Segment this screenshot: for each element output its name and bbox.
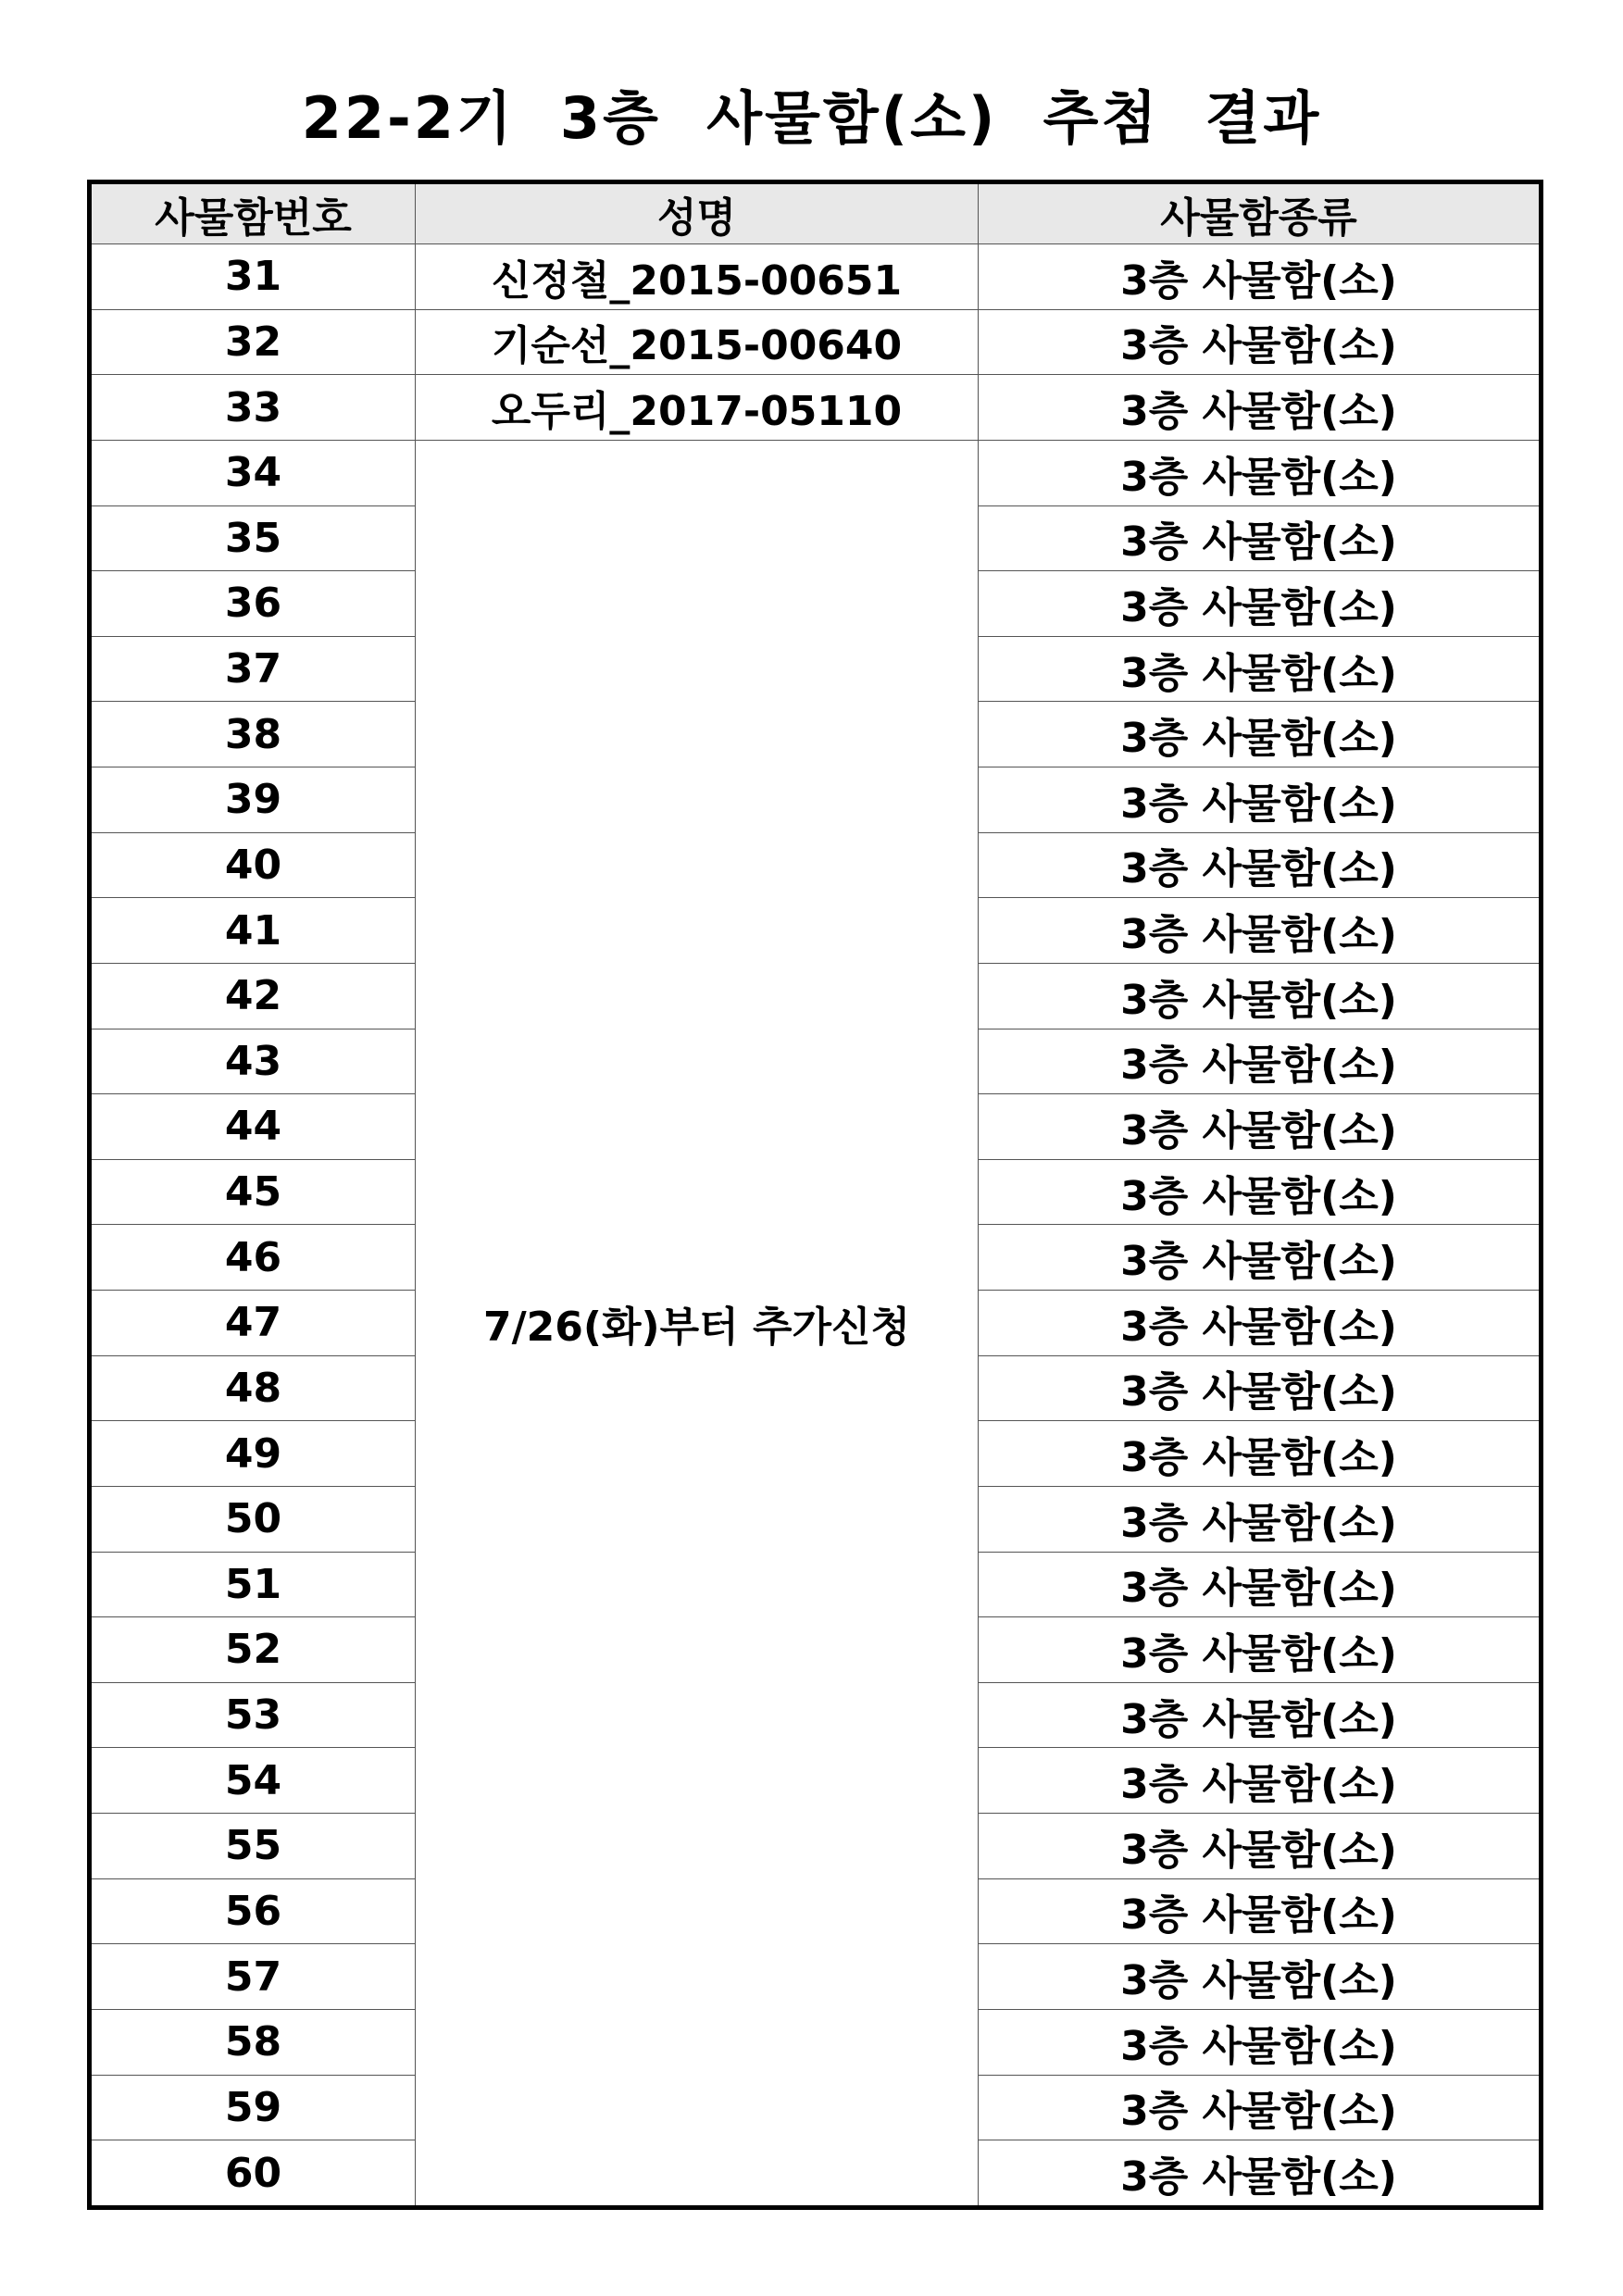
locker-type-cell: 3층 사물함(소): [979, 1617, 1542, 1683]
name-cell: 기순선_2015-00640: [416, 309, 979, 375]
locker-type-cell: 3층 사물함(소): [979, 1355, 1542, 1421]
locker-number-cell: 33: [90, 375, 416, 441]
header-locker-type: 사물함종류: [979, 182, 1542, 244]
locker-type-cell: 3층 사물함(소): [979, 1748, 1542, 1814]
locker-type-cell: 3층 사물함(소): [979, 440, 1542, 505]
locker-type-cell: 3층 사물함(소): [979, 1552, 1542, 1617]
locker-number-cell: 48: [90, 1355, 416, 1421]
locker-type-cell: 3층 사물함(소): [979, 309, 1542, 375]
locker-number-cell: 34: [90, 440, 416, 505]
header-locker-number: 사물함번호: [90, 182, 416, 244]
locker-type-cell: 3층 사물함(소): [979, 244, 1542, 310]
locker-type-cell: 3층 사물함(소): [979, 636, 1542, 702]
locker-number-cell: 41: [90, 898, 416, 964]
locker-type-cell: 3층 사물함(소): [979, 1291, 1542, 1356]
locker-number-cell: 56: [90, 1878, 416, 1944]
locker-number-cell: 53: [90, 1682, 416, 1748]
locker-type-cell: 3층 사물함(소): [979, 1682, 1542, 1748]
locker-number-cell: 35: [90, 505, 416, 571]
locker-type-cell: 3층 사물함(소): [979, 1225, 1542, 1291]
locker-type-cell: 3층 사물함(소): [979, 702, 1542, 767]
locker-type-cell: 3층 사물함(소): [979, 2075, 1542, 2140]
locker-type-cell: 3층 사물함(소): [979, 1159, 1542, 1225]
locker-number-cell: 46: [90, 1225, 416, 1291]
name-cell: 신정철_2015-00651: [416, 244, 979, 310]
locker-number-cell: 39: [90, 767, 416, 833]
additional-application-note: 7/26(화)부터 추가신청: [416, 440, 979, 2207]
locker-number-cell: 42: [90, 963, 416, 1029]
locker-number-cell: 44: [90, 1094, 416, 1160]
locker-type-cell: 3층 사물함(소): [979, 1878, 1542, 1944]
locker-number-cell: 50: [90, 1486, 416, 1552]
table-row: [90, 440, 1542, 505]
locker-number-cell: 60: [90, 2140, 416, 2208]
page-title: 22-2기 3층 사물함(소) 추첨 결과: [301, 84, 1322, 152]
locker-type-cell: 3층 사물함(소): [979, 963, 1542, 1029]
locker-number-cell: 49: [90, 1421, 416, 1487]
locker-type-cell: 3층 사물함(소): [979, 767, 1542, 833]
locker-number-cell: 36: [90, 571, 416, 637]
locker-type-cell: 3층 사물함(소): [979, 505, 1542, 571]
locker-number-cell: 47: [90, 1291, 416, 1356]
header-name: 성명: [416, 182, 979, 244]
locker-number-cell: 45: [90, 1159, 416, 1225]
table-header-row: [90, 182, 1542, 244]
locker-number-cell: 31: [90, 244, 416, 310]
locker-type-cell: 3층 사물함(소): [979, 1421, 1542, 1487]
locker-type-cell: 3층 사물함(소): [979, 571, 1542, 637]
table-body: [90, 244, 1542, 2208]
locker-type-cell: 3층 사물함(소): [979, 2009, 1542, 2075]
locker-type-cell: 3층 사물함(소): [979, 832, 1542, 898]
locker-number-cell: 54: [90, 1748, 416, 1814]
locker-number-cell: 32: [90, 309, 416, 375]
locker-number-cell: 38: [90, 702, 416, 767]
locker-type-cell: 3층 사물함(소): [979, 2140, 1542, 2208]
table-row: [90, 309, 1542, 375]
name-cell: 오두리_2017-05110: [416, 375, 979, 441]
locker-number-cell: 51: [90, 1552, 416, 1617]
table-row: [90, 244, 1542, 310]
locker-number-cell: 37: [90, 636, 416, 702]
locker-type-cell: 3층 사물함(소): [979, 898, 1542, 964]
locker-number-cell: 40: [90, 832, 416, 898]
locker-type-cell: 3층 사물함(소): [979, 1094, 1542, 1160]
locker-type-cell: 3층 사물함(소): [979, 375, 1542, 441]
table-row: [90, 375, 1542, 441]
locker-number-cell: 52: [90, 1617, 416, 1683]
locker-number-cell: 43: [90, 1029, 416, 1094]
locker-result-table: [87, 180, 1543, 2210]
locker-type-cell: 3층 사물함(소): [979, 1029, 1542, 1094]
locker-type-cell: 3층 사물함(소): [979, 1814, 1542, 1879]
locker-number-cell: 55: [90, 1814, 416, 1879]
locker-type-cell: 3층 사물함(소): [979, 1944, 1542, 2010]
locker-number-cell: 57: [90, 1944, 416, 2010]
locker-number-cell: 58: [90, 2009, 416, 2075]
locker-type-cell: 3층 사물함(소): [979, 1486, 1542, 1552]
locker-number-cell: 59: [90, 2075, 416, 2140]
